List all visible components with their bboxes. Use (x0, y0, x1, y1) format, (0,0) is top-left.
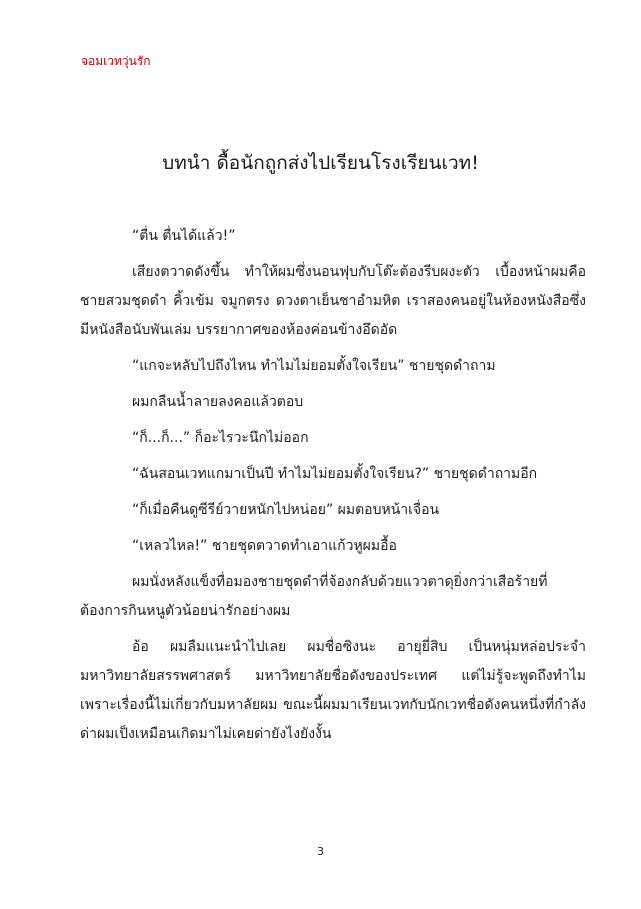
paragraph: เสียงตวาดดังขึ้น ทำให้ผมซึ่งนอนฟุบกับโต๊ะต้องรีบผงะตัว เบื้องหน้าผมคือชายสวมชุดดำ คิ้วเข้ม จมูกตรง ดวงตาเย็นชาอำมหิต เราสองคนอยู่ในห้องหนังสือซึ่งมีหนังสือนับพันเล่ม บรรยากาศของห้องค่อนข้างอึดอัด (80, 264, 586, 338)
paragraph: “ตื่น ตื่นได้แล้ว!” (132, 228, 236, 244)
paragraph: ผมกลืนน้ำลายลงคอแล้วตอบ (132, 394, 304, 410)
chapter-title: บทนำ ดื้อนักถูกส่งไปเรียนโรงเรียนเวท! (162, 152, 479, 174)
paragraph: “ก็เมื่อคืนดูซีรีย์วายหนักไปหน่อย” ผมตอบหน้าเจื่อน (132, 502, 440, 518)
paragraph: “เหลวไหล!” ชายชุดตวาดทำเอาแก้วหูผมอื้อ (132, 538, 397, 554)
page-number: 3 (317, 845, 324, 858)
running-header: จอมเวทวุ่นรัก (81, 54, 151, 68)
paragraph: “ฉันสอนเวทแกมาเป็นปี ทำไมไม่ยอมตั้งใจเรียน?” ชายชุดดำถามอีก (132, 466, 538, 482)
paragraph: ผมนั่งหลังแข็งทื่อมองชายชุดดำที่จ้องกลับด้วยแววตาดุยิ่งกว่าเสือร้ายที่ต้องการกินหนูตัวน้อยน่ารักอย่างผม (80, 574, 548, 619)
paragraph: “แกจะหลับไปถึงไหน ทำไมไม่ยอมตั้งใจเรียน” ชายชุดดำถาม (132, 358, 496, 374)
paragraph: อ้อ ผมลืมแนะนำไปเลย ผมชื่อซิงนะ อายุยี่สิบ เป็นหนุ่มหล่อประจำมหาวิทยาลัยสรรพศาสตร์ มหาวิทยาลัยชื่อดังของประเทศ แต่ไม่รู้จะพูดถึงทำไม เพราะเรื่องนี้ไม่เกี่ยวกับมหาลัยผม ขณะนี้ผมมาเรียนเวทกับนักเวทชื่อดังคนหนึ่งที่กำลังด่าผมเป็งเหมือนเกิดมาไม่เคยด่ายังไงยังงั้น (80, 639, 586, 742)
chapter-body (80, 222, 586, 756)
paragraph: “ก็...ก็...” ก็อะไรวะนึกไม่ออก (132, 430, 309, 446)
